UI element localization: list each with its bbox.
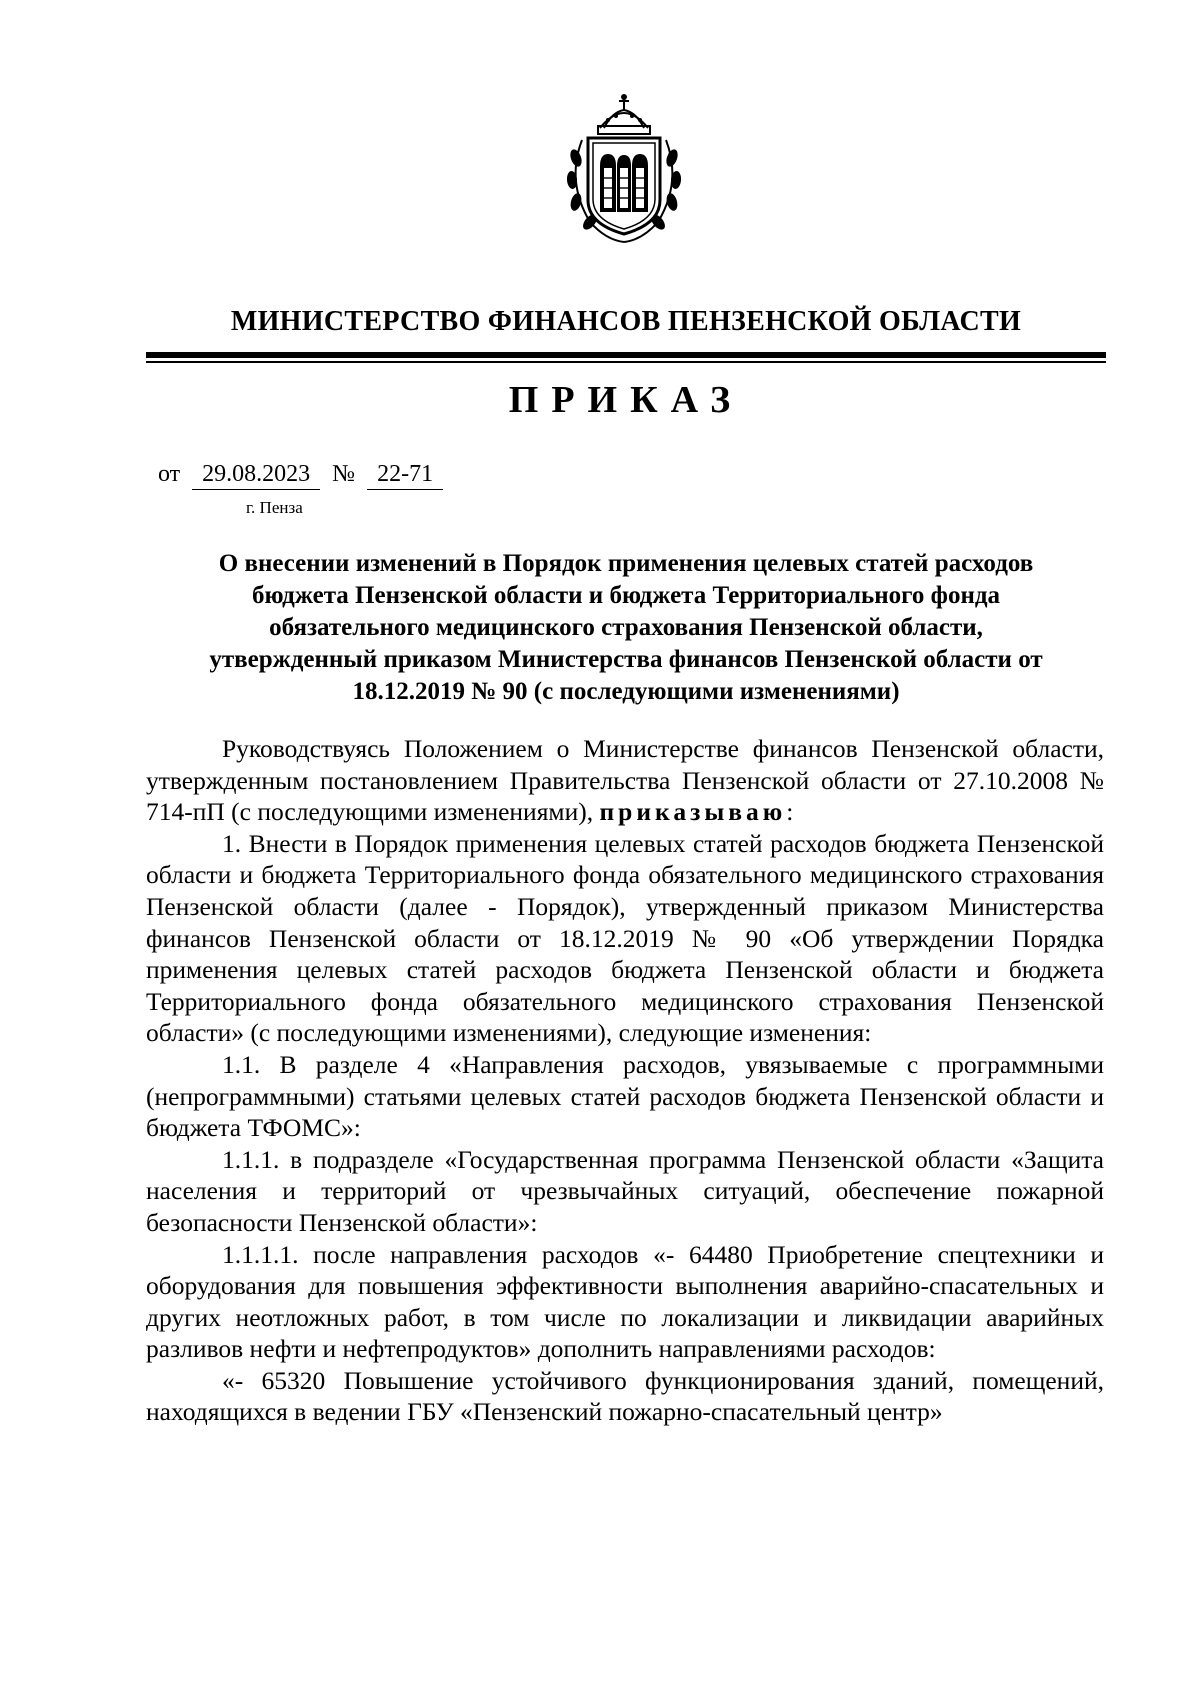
date-number-line (158, 460, 443, 490)
header-rule-thick (146, 352, 1106, 358)
paragraph-preamble (146, 733, 1104, 828)
document-type: ПРИКАЗ (508, 379, 744, 421)
date-prefix: от (158, 461, 181, 487)
paragraph-quote: «- 65320 Повышение устойчивого функционирования зданий, помещений, находящихся в ведении ГБУ «Пензенский пожарно-спасательный центр» (146, 1365, 1104, 1427)
order-heading (146, 548, 1106, 708)
heading-line-1: О внесении изменений в Порядок применения целевых статей расходов (218, 550, 1034, 577)
heading-line-3: обязательного медицинского страхования Пензенской области, (269, 614, 983, 641)
preamble-text: Руководствуясь Положением о Министерстве финансов Пензенской области, утвержденным постановлением Правительства Пензенской области от 27.10.2008 № 714-пП (с последующими изменениями), (146, 734, 1104, 827)
heading-line-4: утвержденный приказом Министерства финансов Пензенской области от (209, 646, 1043, 673)
header-rule-thin (146, 361, 1106, 363)
paragraph-1-1-1-1: 1.1.1.1. после направления расходов «- 64480 Приобретение спецтехники и оборудования для повышения эффективности выполнения аварийно-спасательных и других неотложных работ, в том числе по локализации и ликвидации аварийных разливов нефти и нефтепродуктов» дополнить направлениями расходов: (146, 1239, 1104, 1364)
preamble-colon: : (786, 797, 794, 827)
order-body (146, 733, 1104, 1428)
paragraph-1-1: 1.1. В разделе 4 «Направления расходов, увязываемые с программными (непрограммными) статьями целевых статей расходов бюджета Пензенской области и бюджета ТФОМС»: (146, 1049, 1104, 1143)
coat-of-arms-icon (560, 92, 688, 244)
paragraph-1: 1. Внести в Порядок применения целевых статей расходов бюджета Пензенской области и бюджета Территориального фонда обязательного медицинского страхования Пензенской области (далее - Порядок), утвержденный приказом Министерства финансов Пензенской области от 18.12.2019 № 90 «Об утверждении Порядка применения целевых статей расходов бюджета Пензенской области и бюджета Территориального фонда обязательного медицинского страхования Пензенской области» (с последующими изменениями), следующие изменения: (146, 828, 1104, 1048)
paragraph-1-1-1: 1.1.1. в подразделе «Государственная программа Пензенской области «Защита населения и территорий от чрезвычайных ситуаций, обеспечение пожарной безопасности Пензенской области»: (146, 1144, 1104, 1237)
order-date: 29.08.2023 (192, 460, 320, 490)
number-prefix: № (332, 461, 356, 487)
ministry-name: МИНИСТЕРСТВО ФИНАНСОВ ПЕНЗЕНСКОЙ ОБЛАСТИ (230, 306, 1022, 337)
order-number: 22-71 (367, 460, 443, 490)
preamble-command: приказываю (599, 797, 787, 827)
heading-line-2: бюджета Пензенской области и бюджета Территориального фонда (252, 582, 1000, 609)
heading-line-5: 18.12.2019 № 90 (с последующими изменениями) (352, 678, 900, 705)
city: г. Пенза (246, 498, 303, 517)
